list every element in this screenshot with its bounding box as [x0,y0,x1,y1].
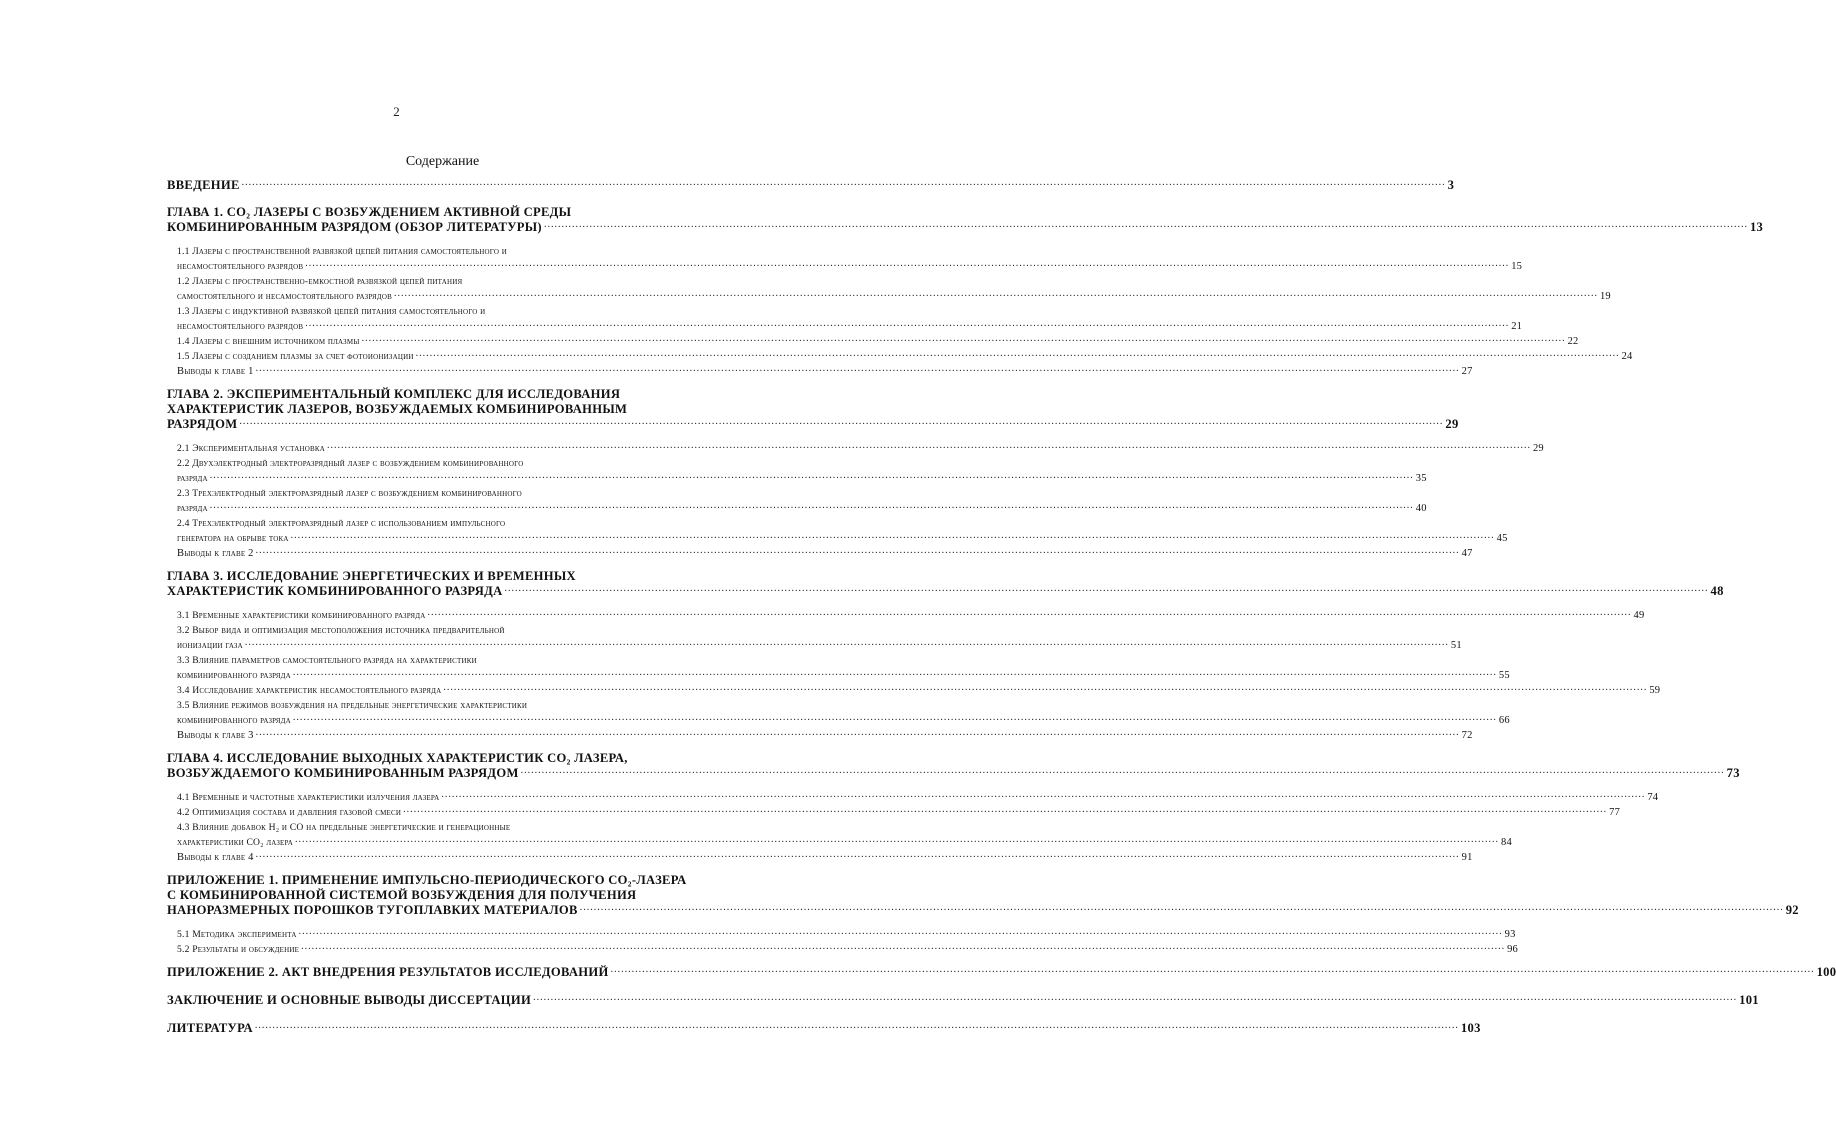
dot-leader [256,852,1460,862]
section-text: 5.1 Методика эксперимента [177,929,297,940]
section-text: комбинированного разряда [177,715,291,726]
chapter-heading-last-line[interactable] [167,220,1764,235]
dot-leader [299,929,1503,939]
page-number: 2 [393,104,400,119]
section-text: комбинированного разряда [177,670,291,681]
toc-page-number: 3 [1447,178,1455,192]
toc-page-number: 29 [1532,443,1544,454]
dot-leader [441,792,1645,802]
toc-page-number: 77 [1609,807,1621,818]
section-line[interactable]: 2.3 Трехэлектродный электроразрядный лазер с возбуждением комбинированного [177,488,522,499]
chapter-heading-text: КОМБИНИРОВАННЫМ РАЗРЯДОМ (ОБЗОР ЛИТЕРАТУРЫ) [167,220,542,234]
toc-page-number: 74 [1647,792,1659,803]
section-line[interactable]: 1.1 Лазеры с пространственной развязкой цепей питания самостоятельного и [177,246,507,257]
section-entry[interactable] [167,501,1427,516]
chapter-heading-last-line[interactable] [167,766,1740,781]
dot-leader [293,670,1497,680]
toc-page-number: 84 [1501,837,1512,848]
toc-page-number: 27 [1461,366,1473,377]
dot-leader [242,180,1446,190]
dot-leader [210,473,1414,483]
section-text: 3.4 Исследование характеристик несамостоятельного разряда [177,685,442,696]
section-text: 4.2 Оптимизация состава и давления газовой смеси [177,807,402,818]
toc-page-number: 45 [1496,533,1508,544]
section-list [167,790,1659,865]
section-line[interactable]: 4.3 Влияние добавок H₂ и CO на предельные энергетические и генерационные [177,822,511,833]
dot-leader [428,610,1632,620]
section-text: 4.1 Временные и частотные характеристики излучения лазера [177,792,440,803]
chapter-heading-text: ХАРАКТЕРИСТИК КОМБИНИРОВАННОГО РАЗРЯДА [167,584,503,598]
conclusion-text: Выводы к главе 1 [177,366,254,377]
toc-chapter-2 [167,387,1544,561]
section-text: 3.1 Временные характеристики комбинированного разряда [177,610,426,621]
chapter-heading-last-line[interactable] [167,584,1724,599]
section-text: 1.4 Лазеры с внешним источником плазмы [177,336,360,347]
dot-leader [327,443,1531,453]
section-line[interactable]: 1.3 Лазеры с индуктивной развязкой цепей питания самостоятельного и [177,306,486,317]
toc-page-number: 93 [1504,929,1516,940]
chapter-heading-line[interactable]: ПРИЛОЖЕНИЕ 1. ПРИМЕНЕНИЕ ИМПУЛЬСНО-ПЕРИОДИЧЕСКОГО CO₂-ЛАЗЕРА [167,873,687,887]
toc-entry-label: ВВЕДЕНИЕ [167,178,240,192]
toc-page-number: 40 [1415,503,1427,514]
toc-page-number: 47 [1461,548,1473,559]
section-list [167,927,1519,957]
dot-leader [611,967,1815,977]
toc-page-number: 101 [1739,993,1759,1007]
section-list [167,608,1661,743]
section-text: 2.1 Экспериментальная установка [177,443,325,454]
toc-entry-label: ПРИЛОЖЕНИЕ 2. АКТ ВНЕДРЕНИЯ РЕЗУЛЬТАТОВ ИССЛЕДОВАНИЙ [167,965,609,979]
chapter-heading-line[interactable]: С КОМБИНИРОВАННОЙ СИСТЕМОЙ ВОЗБУЖДЕНИЯ ДЛЯ ПОЛУЧЕНИЯ [167,888,637,902]
chapter-heading-line[interactable]: ГЛАВА 2. ЭКСПЕРИМЕНТАЛЬНЫЙ КОМПЛЕКС ДЛЯ ИССЛЕДОВАНИЯ [167,387,621,401]
dot-leader [293,715,1497,725]
section-entry[interactable] [167,608,1645,623]
chapter-heading-line[interactable]: ХАРАКТЕРИСТИК ЛАЗЕРОВ, ВОЗБУЖДАЕМЫХ КОМБИНИРОВАННЫМ [167,402,628,416]
dot-leader [255,1023,1459,1033]
toc-entry-label: ЗАКЛЮЧЕНИЕ И ОСНОВНЫЕ ВЫВОДЫ ДИССЕРТАЦИИ [167,993,532,1007]
toc-page-number: 91 [1461,852,1473,863]
chapter-conclusion-entry[interactable] [167,546,1473,561]
section-entry[interactable] [167,289,1611,304]
section-line[interactable]: 3.5 Влияние режимов возбуждения на предельные энергетические характеристики [177,700,528,711]
dot-leader [403,807,1607,817]
toc-page-number: 21 [1511,321,1523,332]
toc-page-number: 48 [1710,584,1724,598]
section-entry[interactable] [167,531,1508,546]
toc-chapter-4 [167,751,1740,865]
section-line[interactable]: 3.3 Влияние параметров самостоятельного разряда на характеристики [177,655,477,666]
section-entry[interactable] [167,259,1523,274]
dot-leader [443,685,1647,695]
page-title: Содержание [405,154,480,169]
dot-leader [239,419,1443,429]
chapter-conclusion-entry[interactable] [167,728,1473,743]
section-entry[interactable] [167,319,1523,334]
section-entry[interactable] [167,713,1510,728]
chapter-heading-text: НАНОРАЗМЕРНЫХ ПОРОШКОВ ТУГОПЛАВКИХ МАТЕРИАЛОВ [167,903,578,917]
dot-leader [291,533,1495,543]
section-list [167,441,1544,561]
toc-entry-appendix-2[interactable] [167,965,1836,980]
chapter-heading-last-line[interactable] [167,417,1459,432]
dot-leader [256,548,1460,558]
chapter-heading-text: РАЗРЯДОМ [167,417,238,431]
dot-leader [305,261,1509,271]
dot-leader [295,837,1499,847]
dot-leader [256,366,1460,376]
chapter-heading-text: ВОЗБУЖДАЕМОГО КОМБИНИРОВАННЫМ РАЗРЯДОМ [167,766,519,780]
toc-entry-literature[interactable] [167,1021,1481,1036]
dot-leader [256,730,1460,740]
section-list [167,244,1633,379]
toc-entry-intro[interactable] [167,178,1455,193]
toc-page-number: 103 [1460,1021,1481,1035]
toc-appendix-1 [167,873,1799,957]
section-entry[interactable] [167,349,1633,364]
dot-leader [301,944,1505,954]
toc-page-number: 24 [1621,351,1633,362]
section-line[interactable]: 2.4 Трехэлектродный электроразрядный лазер с использованием импульсного [177,518,506,529]
toc-page-number: 29 [1445,417,1459,431]
conclusion-text: Выводы к главе 2 [177,548,254,559]
section-text: разряда [177,503,208,514]
dot-leader [305,321,1509,331]
dot-leader [362,336,1566,346]
chapter-conclusion-entry[interactable] [167,850,1473,865]
chapter-heading-line[interactable]: ГЛАВА 4. ИССЛЕДОВАНИЕ ВЫХОДНЫХ ХАРАКТЕРИСТИК CO₂ ЛАЗЕРА, [167,751,628,765]
section-entry[interactable] [167,942,1519,957]
chapter-conclusion-entry[interactable] [167,364,1473,379]
toc-entry-conclusion[interactable] [167,993,1759,1008]
section-line[interactable]: 1.2 Лазеры с пространственно-емкостной развязкой цепей питания [177,276,463,287]
section-line[interactable]: 2.2 Двухэлектродный электроразрядный лазер с возбуждением комбинированного [177,458,524,469]
toc-page-number: 49 [1633,610,1645,621]
section-entry[interactable] [167,790,1659,805]
toc-page-number: 66 [1498,715,1510,726]
toc-page-number: 92 [1785,903,1799,917]
section-entry[interactable] [167,683,1661,698]
toc-page-number: 22 [1567,336,1579,347]
toc-page-number: 15 [1511,261,1523,272]
section-entry[interactable] [167,927,1516,942]
dot-leader [580,905,1784,915]
section-line[interactable]: 3.2 Выбор вида и оптимизация местоположения источника предварительной [177,625,505,636]
toc-page-number: 96 [1507,944,1519,955]
toc-page-number: 72 [1461,730,1473,741]
dot-leader [505,586,1709,596]
section-entry[interactable] [167,668,1510,683]
table-of-contents [167,178,1836,1036]
toc-page-number: 55 [1498,670,1510,681]
chapter-heading-line[interactable]: ГЛАВА 3. ИССЛЕДОВАНИЕ ЭНЕРГЕТИЧЕСКИХ И ВРЕМЕННЫХ [167,569,576,583]
chapter-heading-last-line[interactable] [167,903,1799,918]
toc-page-number: 51 [1450,640,1462,651]
dot-leader [394,291,1598,301]
toc-page-number: 73 [1726,766,1740,780]
toc-chapter-3 [167,569,1724,743]
section-text: 1.5 Лазеры с созданием плазмы за счет фотоионизации [177,351,414,362]
dot-leader [210,503,1414,513]
section-entry[interactable] [167,471,1427,486]
chapter-heading-line[interactable]: ГЛАВА 1. CO₂ ЛАЗЕРЫ С ВОЗБУЖДЕНИЕМ АКТИВНОЙ СРЕДЫ [167,205,572,219]
section-text: разряда [177,473,208,484]
section-entry[interactable] [167,441,1544,456]
section-entry[interactable] [167,805,1621,820]
toc-page-number: 19 [1599,291,1611,302]
section-text: характеристики CO₂ лазера [177,837,293,848]
section-entry[interactable] [167,835,1512,850]
conclusion-text: Выводы к главе 3 [177,730,254,741]
section-entry[interactable] [167,638,1462,653]
dot-leader [245,640,1449,650]
dot-leader [416,351,1620,361]
toc-page-number: 59 [1649,685,1661,696]
dot-leader [521,768,1725,778]
conclusion-text: Выводы к главе 4 [177,852,254,863]
toc-entry-label: ЛИТЕРАТУРА [167,1021,253,1035]
dot-leader [544,222,1748,232]
section-entry[interactable] [167,334,1579,349]
dot-leader [533,995,1737,1005]
toc-page-number: 13 [1749,220,1764,234]
toc-page-number: 100 [1816,965,1836,979]
toc-page-number: 35 [1415,473,1427,484]
section-text: 5.2 Результаты и обсуждение [177,944,300,955]
section-text: несамостоятельного разрядов [177,321,304,332]
section-text: ионизации газа [177,640,243,651]
section-text: несамостоятельного разрядов [177,261,304,272]
toc-chapter-1 [167,205,1764,379]
section-text: генератора на обрыве тока [177,533,289,544]
section-text: самостоятельного и несамостоятельного разрядов [177,291,392,302]
